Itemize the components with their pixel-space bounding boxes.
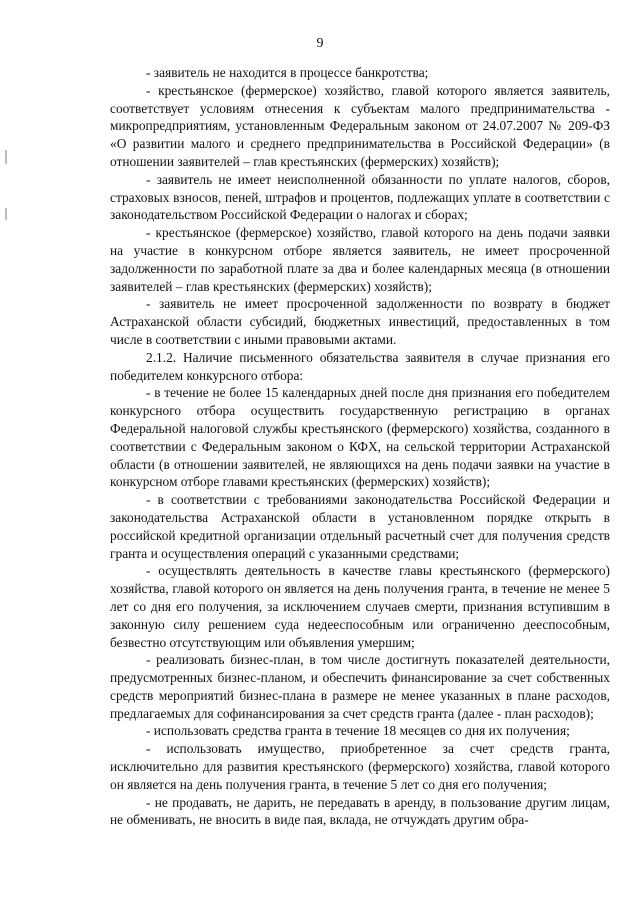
paragraph: - заявитель не имеет неисполненной обязанности по уплате налогов, сборов, страховых взносов, пеней, штрафов и процентов, подлежащих уплате в соответствии с законодательством Российской Федерации о налогах и сборах; [110, 171, 610, 223]
scan-margin-mark [5, 208, 7, 220]
paragraph: - осуществлять деятельность в качестве главы крестьянского (фермерского) хозяйства, главой которого он является на день получения гранта, в течение не менее 5 лет со дня его получения, за исключением случаев смерти, признания вступившим в законную силу решением суда недееспособным или ограниченно дееспособным, безвестно отсутствующим или объявления умершим; [110, 563, 610, 650]
paragraph: - не продавать, не дарить, не передавать в аренду, в пользование другим лицам, не обменивать, не вносить в виде пая, вклада, не отчуждать другим обра- [110, 794, 610, 828]
paragraph: - крестьянское (фермерское) хозяйство, главой которого на день подачи заявки на участие в конкурсном отборе является заявитель, не имеет просроченной задолженности по заработной плате за два и более календарных месяца (в отношении заявителей – глав крестьянских (фермерских) хозяйств); [110, 225, 610, 294]
paragraph: - заявитель не имеет просроченной задолженности по возврату в бюджет Астраханской области субсидий, бюджетных инвестиций, предоставленных в том числе в соответствии с иными правовыми актами. [110, 296, 610, 347]
paragraph: - использовать средства гранта в течение 18 месяцев со дня их получения; [146, 723, 570, 739]
body-text [110, 64, 610, 829]
paragraph: - реализовать бизнес-план, в том числе достигнуть показателей деятельности, предусмотренных бизнес-планом, и обеспечить финансирование за счет собственных средств мероприятий бизнес-плана в размере не менее указанных в плане расходов, предлагаемых для софинансирования за счет средств гранта (далее - план расходов); [110, 652, 610, 721]
paragraph: - в соответствии с требованиями законодательства Российской Федерации и законодательства Астраханской области в установленном порядке открыть в российской кредитной организации отдельный расчетный счет для получения средств гранта и осуществления операций с указанными средствами; [110, 492, 610, 561]
paragraph: - заявитель не находится в процессе банкротства; [146, 65, 429, 80]
paragraph: - использовать имущество, приобретенное за счет средств гранта, исключительно для развития крестьянского (фермерского) хозяйства, главой которого он является на день получения гранта, в течение 5 лет со дня его получения; [110, 741, 610, 792]
page-number: 9 [316, 36, 324, 51]
section-paragraph-2-1-2: 2.1.2. Наличие письменного обязательства заявителя в случае признания его победителем конкурсного отбора: [110, 349, 610, 383]
scan-margin-mark [5, 150, 7, 164]
paragraph: - крестьянское (фермерское) хозяйство, главой которого является заявитель, соответствует условиям отнесения к субъектам малого предпринимательства - микропредприятиям, установленным Федеральным законом от 24.07.2007 № 209-ФЗ «О развитии малого и среднего предпринимательства в Российской Федерации» (в отношении заявителей – глав крестьянских (фермерских) хозяйств); [110, 82, 610, 169]
paragraph: - в течение не более 15 календарных дней после дня признания его победителем конкурсного отбора осуществить государственную регистрацию в органах Федеральной налоговой службы крестьянского (фермерского) хозяйства, созданного в соответствии с Федеральным законом о КФХ, на сельской территории Астраханской области (в отношении заявителей, не являющихся на день подачи заявки на участие в конкурсном отборе главами крестьянских (фермерских) хозяйств); [110, 385, 610, 490]
